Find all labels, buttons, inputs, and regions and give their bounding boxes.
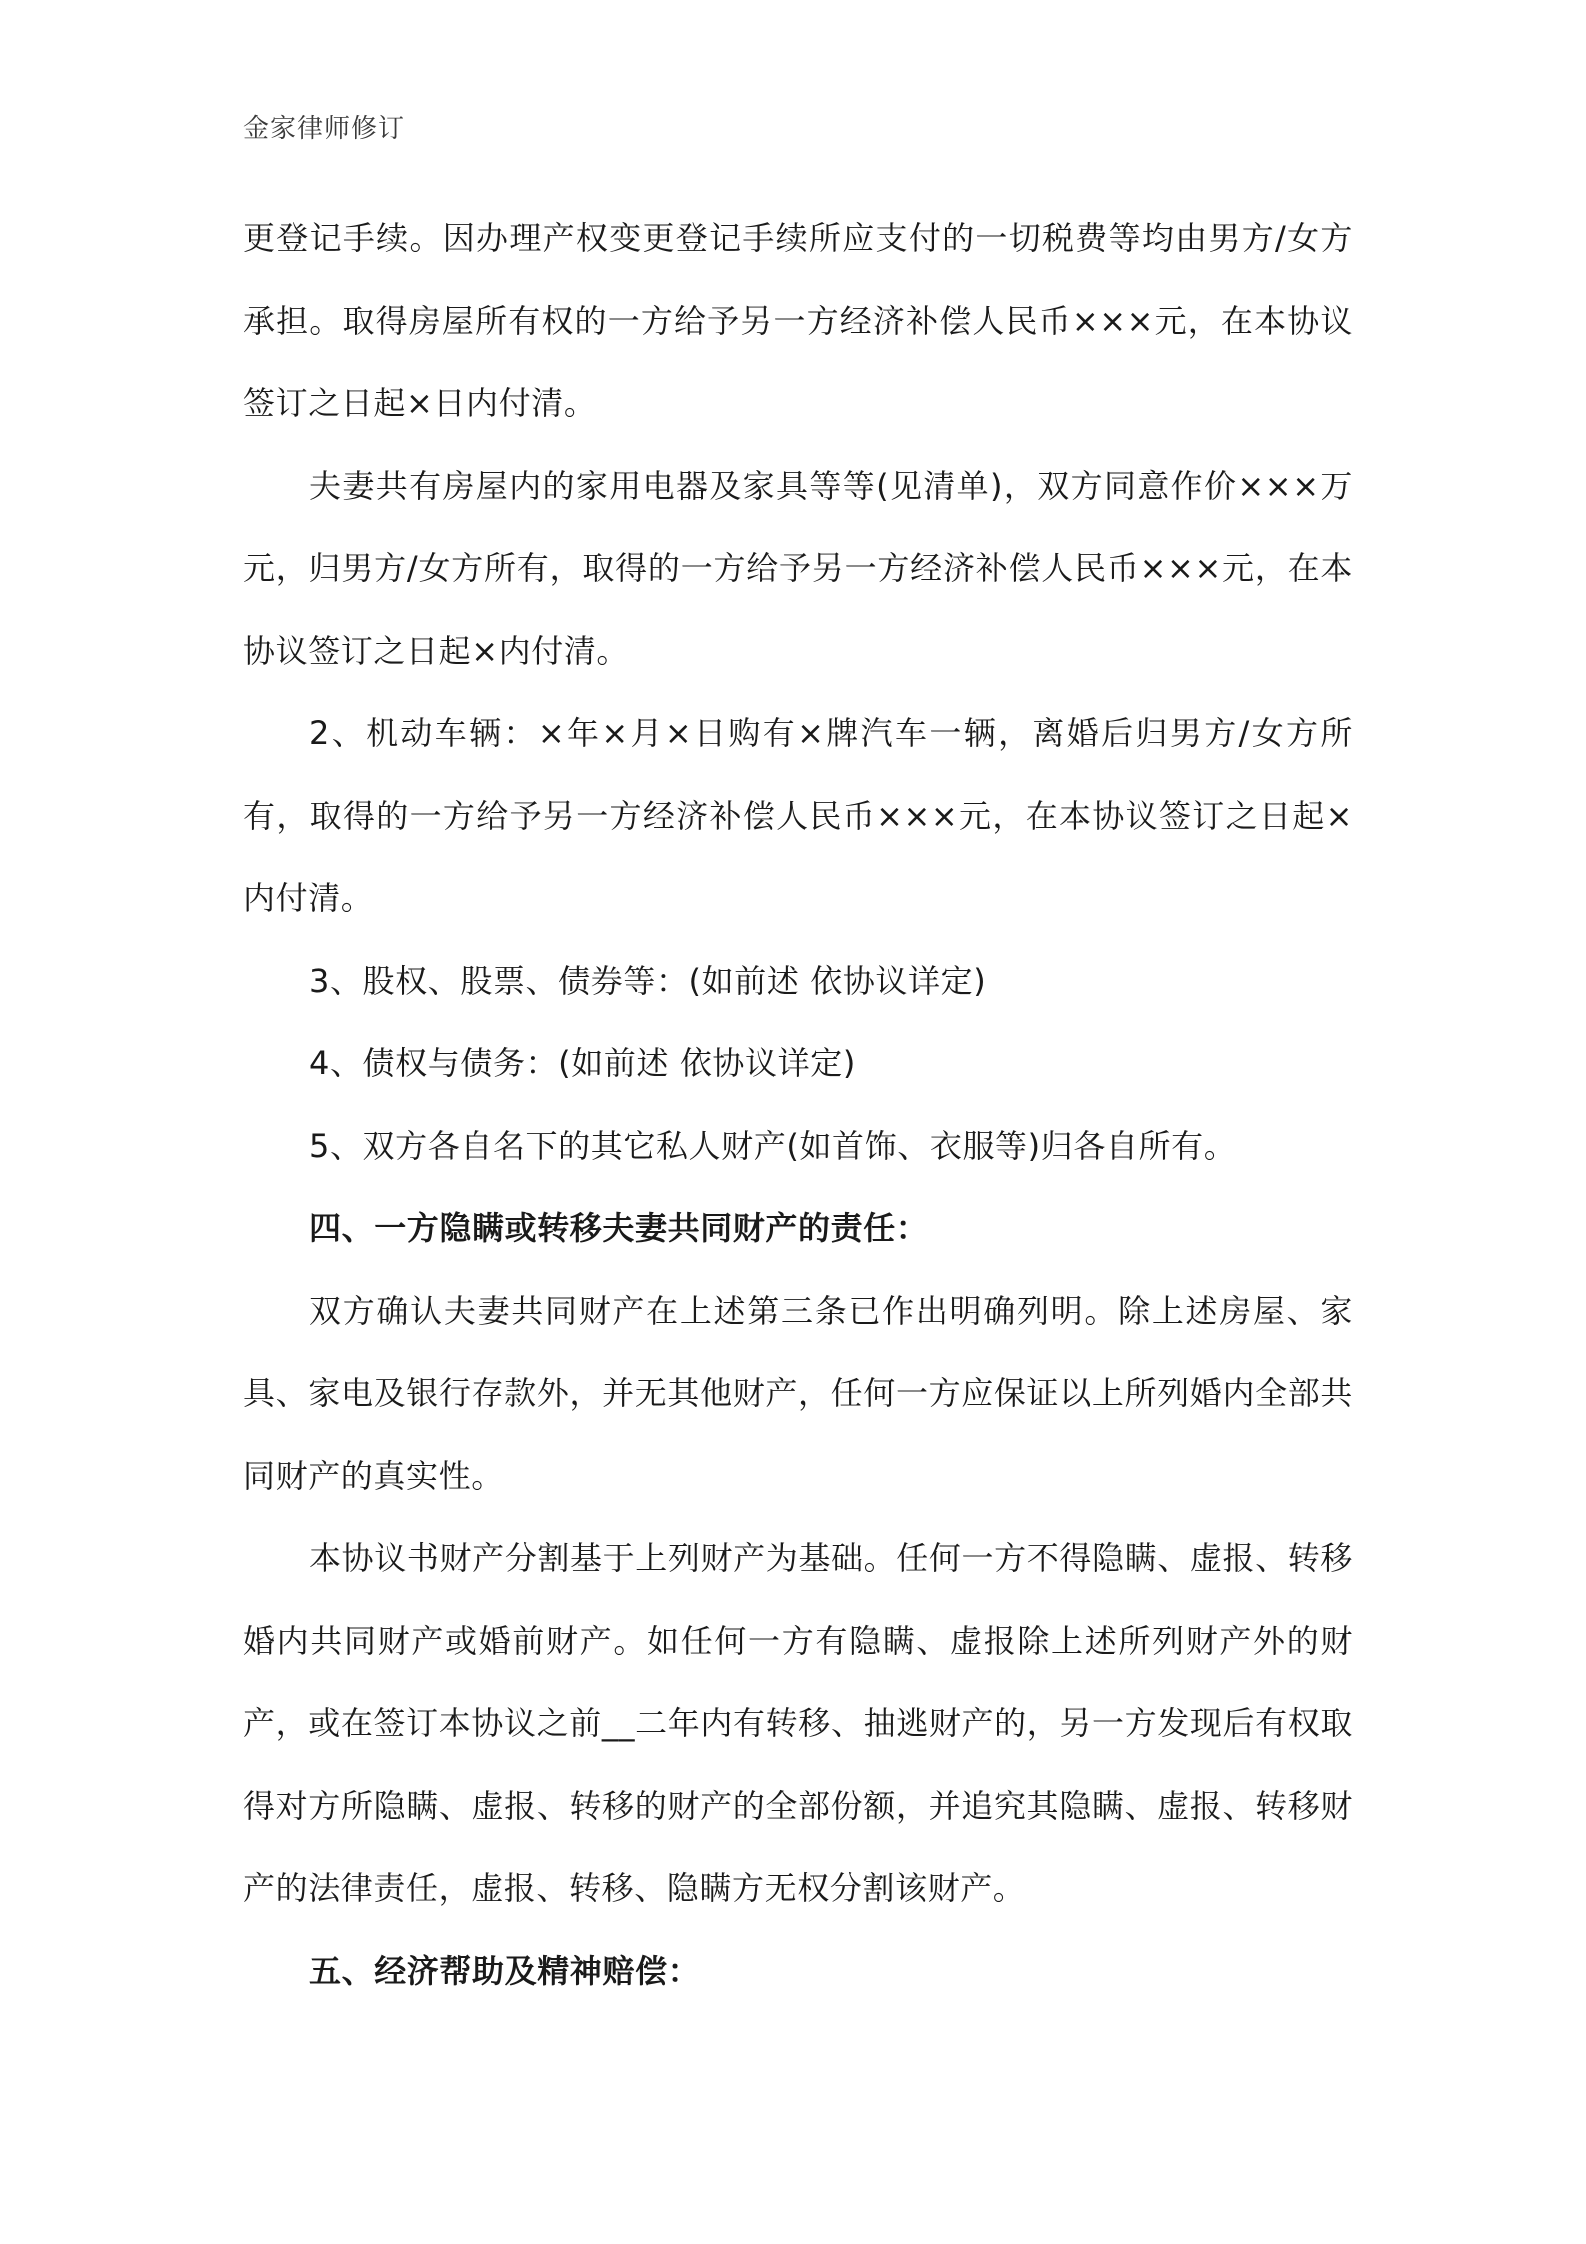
paragraph-motor-vehicle: 2、机动车辆：×年×月×日购有×牌汽车一辆，离婚后归男方/女方所有，取得的一方给予另一方经济补偿人民币×××元，在本协议签订之日起×内付清。 (243, 714, 1353, 917)
paragraph-private-property: 5、双方各自名下的其它私人财产(如首饰、衣服等)归各自所有。 (309, 1126, 1237, 1165)
section-heading-concealment-liability: 四、一方隐瞒或转移夫妻共同财产的责任： (309, 1209, 929, 1247)
paragraph-property-confirmation: 双方确认夫妻共同财产在上述第三条已作出明确列明。除上述房屋、家具、家电及银行存款外，并无其他财产，任何一方应保证以上所列婚内全部共同财产的真实性。 (243, 1291, 1353, 1495)
paragraph-equity-stocks: 3、股权、股票、债券等：(如前述 依协议详定) (309, 961, 987, 1000)
paragraph-property-transfer: 更登记手续。因办理产权变更登记手续所应支付的一切税费等均由男方/女方承担。取得房屋所有权的一方给予另一方经济补偿人民币×××元，在本协议签订之日起×日内付清。 (243, 219, 1353, 422)
page-header-reviser: 金家律师修订 (243, 114, 406, 144)
paragraph-concealment-penalty: 本协议书财产分割基于上列财产为基础。任何一方不得隐瞒、虚报、转移婚内共同财产或婚前财产。如任何一方有隐瞒、虚报除上述所列财产外的财产，或在签订本协议之前__二年内有转移、抽逃财产的，另一方发现后有权取得对方所隐瞒、虚报、转移的财产的全部份额，并追究其隐瞒、虚报、转移财产的法律责任，虚报、转移、隐瞒方无权分割该财产。 (243, 1539, 1353, 1907)
section-heading-economic-assistance: 五、经济帮助及精神赔偿： (309, 1951, 701, 1990)
paragraph-debts: 4、债权与债务：(如前述 依协议详定) (309, 1044, 856, 1082)
document-body (243, 197, 1353, 2012)
paragraph-appliances-furniture: 夫妻共有房屋内的家用电器及家具等等(见清单)，双方同意作价×××万元，归男方/女方所有，取得的一方给予另一方经济补偿人民币×××元，在本协议签订之日起×内付清。 (243, 466, 1353, 670)
